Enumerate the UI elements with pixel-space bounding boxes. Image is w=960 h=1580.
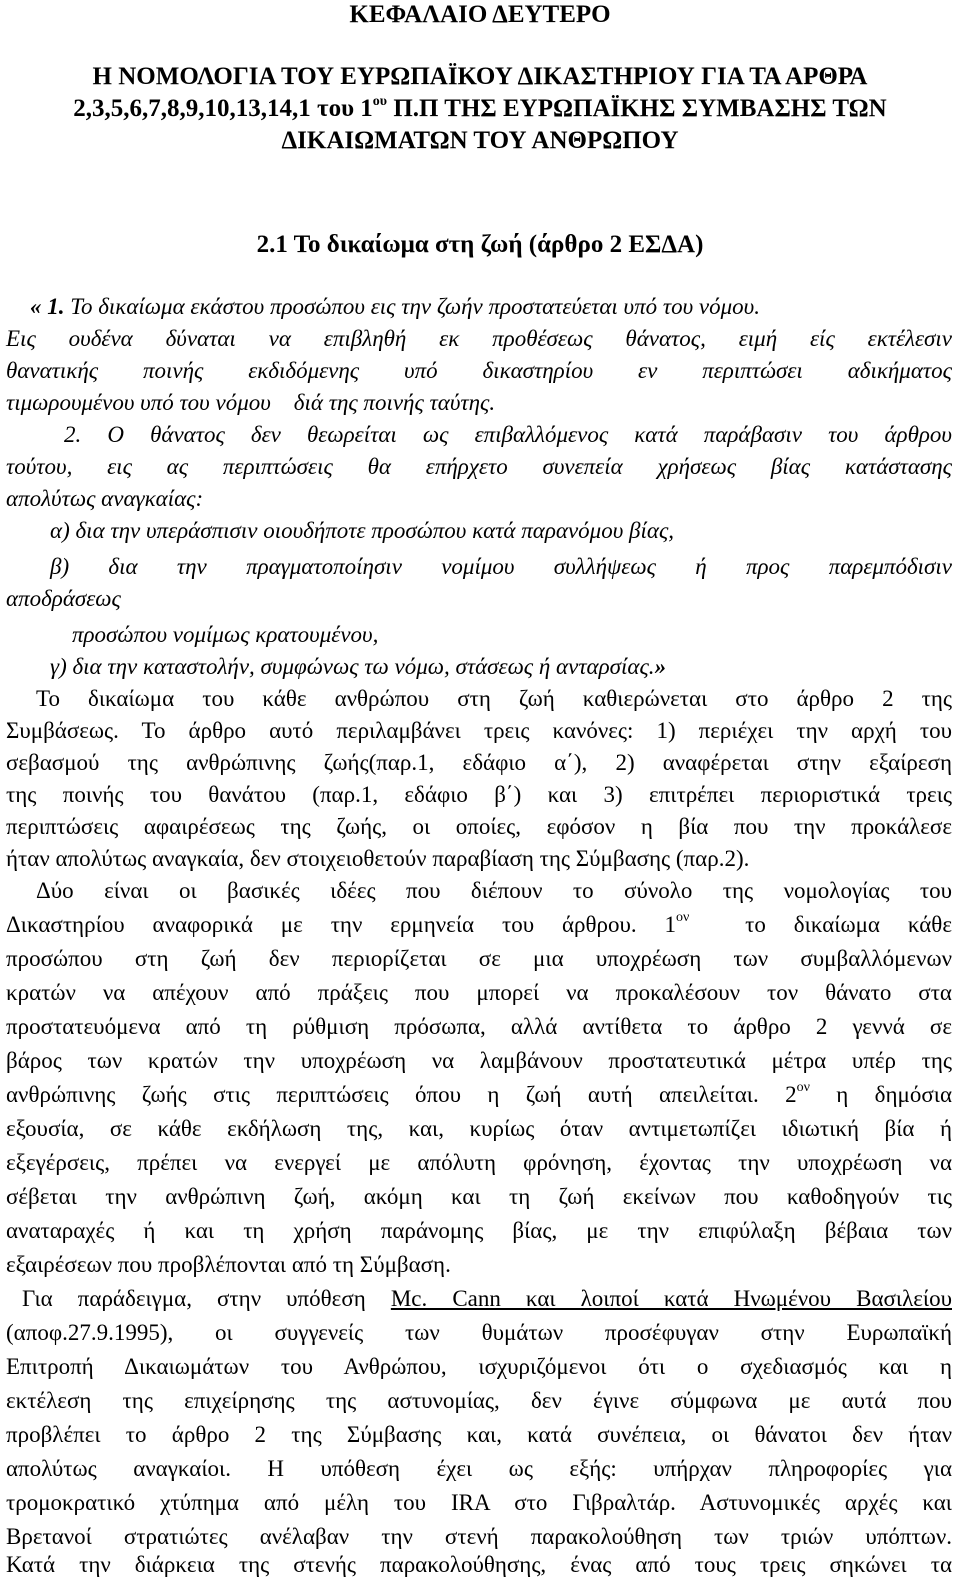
paragraph-2-line-10: σέβεται την ανθρώπινη ζωή, ακόμη και τη ζωή εκείνων που καθοδηγούν τις <box>6 1184 952 1209</box>
quote-line-5: 2. Ο θάνατος δεν θεωρείται ως επιβαλλόμενος κατά παράβασιν του άρθρου <box>64 422 952 447</box>
quote-item-b: β) δια την πραγματοποίησιν νομίμου συλλήψεως ή προς παρεμπόδισιν <box>50 554 952 579</box>
paragraph-1-line-6: ήταν απολύτως αναγκαία, δεν στοιχειοθετούν παραβίαση της Σύμβασης (παρ.2). <box>6 846 750 871</box>
section-title: 2.1 Το δικαίωμα στη ζωή (άρθρο 2 ΕΣΔΑ) <box>256 231 704 258</box>
quote-item-a: α) δια την υπεράσπισιν οιουδήποτε προσώπου κατά παρανόμου βίας, <box>50 518 675 543</box>
quote-line-3: θανατικής ποινής εκδιδόμενης υπό δικαστηρίου εν περιπτώσει αδικήματος <box>6 358 952 383</box>
paragraph-3-line-9: Κατά την διάρκεια της στενής παρακολούθησης, ένας από τους τρεις σηκώνει τα <box>6 1552 952 1577</box>
quote-line-2: Εις ουδένα δύναται να επιβληθή εκ προθέσεως θάνατος, ειμή είς εκτέλεσιν <box>6 326 952 351</box>
paragraph-2-line-7: ανθρώπινης ζωής στις περιπτώσεις όπου η ζωή αυτή απειλείται. $2^{o\nu}$ η δημόσια <box>6 1080 952 1107</box>
paragraph-3-line-3: Επιτροπή Δικαιωμάτων του Ανθρώπου, ισχυριζόμενοι ότι ο σχεδιασμός και η <box>6 1354 952 1379</box>
paragraph-3-line-4: εκτέλεση της επιχείρησης της αστυνομίας, δεν έγινε σύμφωνα με αυτά που <box>6 1388 952 1413</box>
paragraph-3-line-1: Για παράδειγμα, στην υπόθεση Mc. Cann και λοιποί κατά Ηνωμένου Βασιλείου <box>22 1286 952 1311</box>
chapter-title: ΚΕΦΑΛΑΙΟ ΔΕΥΤΕΡΟ <box>349 1 611 28</box>
paragraph-1-line-4: της ποινής του θανάτου (παρ.1, εδάφιο β΄) και 3) επιτρέπει περιοριστικά τρεις <box>6 782 952 807</box>
paragraph-2-line-11: αναταραχές ή και τη χρήση παράνομης βίας, με την επιφύλαξη βέβαια των <box>6 1218 952 1243</box>
paragraph-1-line-2: Συμβάσεως. Το άρθρο αυτό περιλαμβάνει τρεις κανόνες: 1) περιέχει την αρχή του <box>6 718 952 743</box>
case-name: Mc. Cann και λοιποί κατά Ηνωμένου Βασιλείου <box>390 1286 952 1311</box>
paragraph-2-line-4: κρατών να απέχουν από πράξεις που μπορεί να προκαλέσουν τον θάνατο στα <box>6 980 952 1005</box>
chapter-subtitle-line-2: 2,3,5,6,7,8,9,10,13,14,1 του $1^{o\upsilon}$ Π.Π ΤΗΣ ΕΥΡΩΠΑΪΚΗΣ ΣΥΜΒΑΣΗΣ ΤΩΝ <box>73 93 887 122</box>
paragraph-2-line-5: προστατευόμενα από τη ρύθμιση πρόσωπα, αλλά αντίθετα το άρθρο 2 γεννά σε <box>6 1014 952 1039</box>
paragraph-1-line-5: περιπτώσεις αφαιρέσεως της ζωής, οι οποίες, εφόσον η βία που την προκάλεσε <box>6 814 952 839</box>
paragraph-3-line-7: τρομοκρατικό χτύπημα από μέλη του IRA στο Γιβραλτάρ. Αστυνομικές αρχές και <box>6 1490 952 1515</box>
quote-item-b-continued-2: προσώπου νομίμως κρατουμένου, <box>72 622 379 647</box>
paragraph-2-line-1: Δύο είναι οι βασικές ιδέες που διέπουν το σύνολο της νομολογίας του <box>36 878 952 903</box>
paragraph-2-line-6: βάρος των κρατών την υποχρέωση να λαμβάνουν προστατευτικά μέτρα υπέρ της <box>6 1048 952 1073</box>
quote-item-b-continued: αποδράσεως <box>6 586 121 611</box>
chapter-subtitle-line-1: Η ΝΟΜΟΛΟΓΙΑ ΤΟΥ ΕΥΡΩΠΑΪΚΟΥ ΔΙΚΑΣΤΗΡΙΟΥ ΓΙΑ ΤΑ ΑΡΘΡΑ <box>92 63 868 90</box>
paragraph-2-line-2: Δικαστηρίου αναφορικά με την ερμηνεία του άρθρου. $1^{o\nu}$ το δικαίωμα κάθε <box>6 910 952 937</box>
paragraph-2-line-3: προσώπου στη ζωή δεν περιορίζεται σε μια υποχρέωση των συμβαλλόμενων <box>6 946 952 971</box>
paragraph-3-line-2: (αποφ.27.9.1995), οι συγγενείς των θυμάτων προσέφυγαν στην Ευρωπαϊκή <box>6 1320 952 1345</box>
paragraph-3-line-5: προβλέπει το άρθρο 2 της Σύμβασης και, κατά συνέπεια, οι θάνατοι δεν ήταν <box>6 1422 952 1447</box>
paragraph-1-line-1: Το δικαίωμα του κάθε ανθρώπου στη ζωή καθιερώνεται στο άρθρο 2 της <box>36 686 952 711</box>
quote-line-7: απολύτως αναγκαίας: <box>6 486 204 511</box>
quote-line-6: τούτου, εις ας περιπτώσεις θα επήρχετο συνεπεία χρήσεως βίας κατάστασης <box>6 454 952 479</box>
chapter-subtitle-line-3: ΔΙΚΑΙΩΜΑΤΩΝ ΤΟΥ ΑΝΘΡΩΠΟΥ <box>281 127 679 154</box>
quote-line-1: « 1. Το δικαίωμα εκάστου προσώπου εις την ζωήν προστατεύεται υπό του νόμου. <box>30 294 760 319</box>
quote-item-c: γ) δια την καταστολήν, συμφώνως τω νόμω, στάσεως ή ανταρσίας.» <box>50 654 667 679</box>
quote-line-4: τιμωρουμένου υπό του νόμου διά της ποινής ταύτης. <box>6 390 496 415</box>
paragraph-1-line-3: σεβασμού της ανθρώπινης ζωής(παρ.1, εδάφιο α΄), 2) αναφέρεται στην εξαίρεση <box>6 750 952 775</box>
paragraph-2-line-12: εξαιρέσεων που προβλέπονται από τη Σύμβαση. <box>6 1252 451 1277</box>
paragraph-2-line-9: εξεγέρσεις, πρέπει να ενεργεί με απόλυτη φρόνηση, έχοντας την υποχρέωση να <box>6 1150 952 1175</box>
paragraph-3-line-8: Βρετανοί στρατιώτες ανέλαβαν την στενή παρακολούθηση των τριών υπόπτων. <box>6 1524 952 1549</box>
paragraph-3-line-6: απολύτως αναγκαίοι. Η υπόθεση έχει ως εξής: υπήρχαν πληροφορίες για <box>6 1456 952 1481</box>
paragraph-2-line-8: εξουσία, σε κάθε εκδήλωση της, και, κυρίως όταν αντιμετωπίζει ιδιωτική βία ή <box>6 1116 952 1141</box>
